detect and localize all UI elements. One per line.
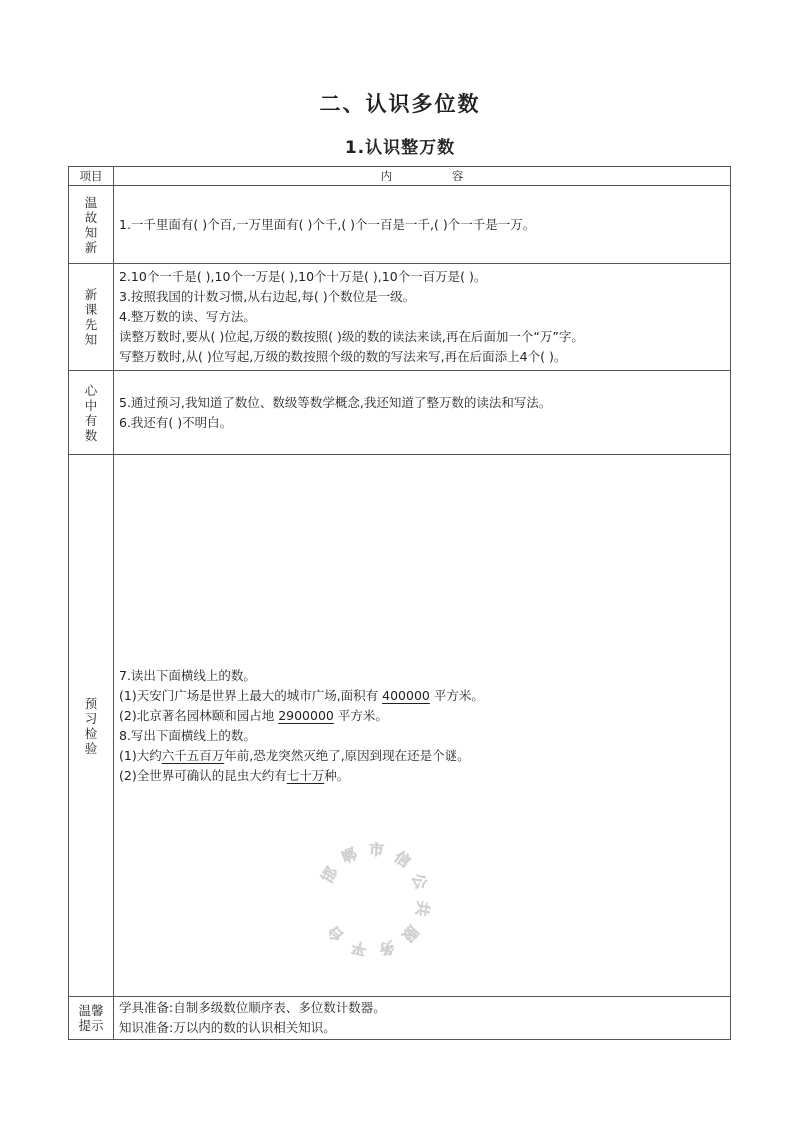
lesson-title: 1.认识整万数 xyxy=(344,138,456,158)
question-2: 2.10个一千是( ),10个一万是( ),10个十万是( ),10个一百万是( )。 xyxy=(119,269,487,284)
question-8-1: (1)大约六千五百万年前,恐龙突然灭绝了,原因到现在还是个谜。 xyxy=(119,747,470,763)
row-label-new: 新 课 先 知 xyxy=(69,264,114,371)
watermark-char: 务 xyxy=(377,937,397,959)
watermark-char: 共 xyxy=(412,899,433,918)
watermark-char: 邯 xyxy=(318,863,342,887)
mind-content xyxy=(114,371,731,455)
question-8-2: (2)全世界可确认的昆虫大约有七十万种。 xyxy=(119,767,350,783)
row-label-check: 预 习 检 验 xyxy=(69,455,114,997)
underlined-number: 七十万 xyxy=(286,767,325,783)
tip-content xyxy=(114,997,731,1040)
watermark-char: 信 xyxy=(391,847,414,872)
row-label-mind: 心 中 有 数 xyxy=(69,371,114,455)
underlined-number: 六千五百万 xyxy=(161,747,225,763)
question-6: 6.我还有( )不明白。 xyxy=(119,414,233,430)
underlined-number: 400000 xyxy=(382,687,430,703)
watermark-char: 台 xyxy=(324,921,348,946)
question-5: 5.通过预习,我知道了数位、数级等数学概念,我还知道了整万数的读法和写法。 xyxy=(119,394,552,410)
watermark-seal xyxy=(311,838,435,962)
tip-knowledge: 知识准备:万以内的数的认识相关知识。 xyxy=(119,1020,336,1035)
question-4-write: 写整万数时,从( )位写起,万级的数按照个级的数的写法来写,再在后面添上4个( )。 xyxy=(119,349,567,364)
table-header-row xyxy=(69,167,731,186)
watermark-char: 市 xyxy=(368,840,385,860)
underlined-number: 2900000 xyxy=(278,707,334,723)
table-row xyxy=(69,997,731,1040)
tip-tools: 学具准备:自制多级数位顺序表、多位数计数器。 xyxy=(119,1000,386,1015)
question-4-read: 读整万数时,要从( )位起,万级的数按照( )级的数的读法来读,再在后面加一个“万”字。 xyxy=(119,329,584,344)
question-7-1: (1)天安门广场是世界上最大的城市广场,面积有 400000 平方米。 xyxy=(119,687,484,703)
table-row xyxy=(69,186,731,264)
watermark-char: 公 xyxy=(408,870,431,892)
header-content: 内 容 xyxy=(114,167,731,186)
new-content xyxy=(114,264,731,371)
row-label-tip: 温馨 提示 xyxy=(69,997,114,1040)
question-8: 8.写出下面横线上的数。 xyxy=(119,727,256,743)
question-3: 3.按照我国的计数习惯,从右边起,每( )个数位是一级。 xyxy=(119,289,416,304)
question-7-2: (2)北京著名园林颐和园占地 2900000 平方米。 xyxy=(119,707,388,723)
question-1: 1.一千里面有( )个百,一万里面有( )个千,( )个一百是一千,( )个一千是一万。 xyxy=(119,216,536,232)
table-row xyxy=(69,264,731,371)
header-item: 项目 xyxy=(69,167,114,186)
question-4: 4.整万数的读、写方法。 xyxy=(119,309,256,324)
watermark-char: 郸 xyxy=(338,844,361,868)
question-7: 7.读出下面横线上的数。 xyxy=(119,667,256,683)
review-content xyxy=(114,186,731,264)
table-row xyxy=(69,371,731,455)
watermark-char: 平 xyxy=(349,937,369,959)
watermark-char: 服 xyxy=(398,921,422,946)
row-label-review: 温 故 知 新 xyxy=(69,186,114,264)
chapter-title: 二、认识多位数 xyxy=(319,92,481,116)
